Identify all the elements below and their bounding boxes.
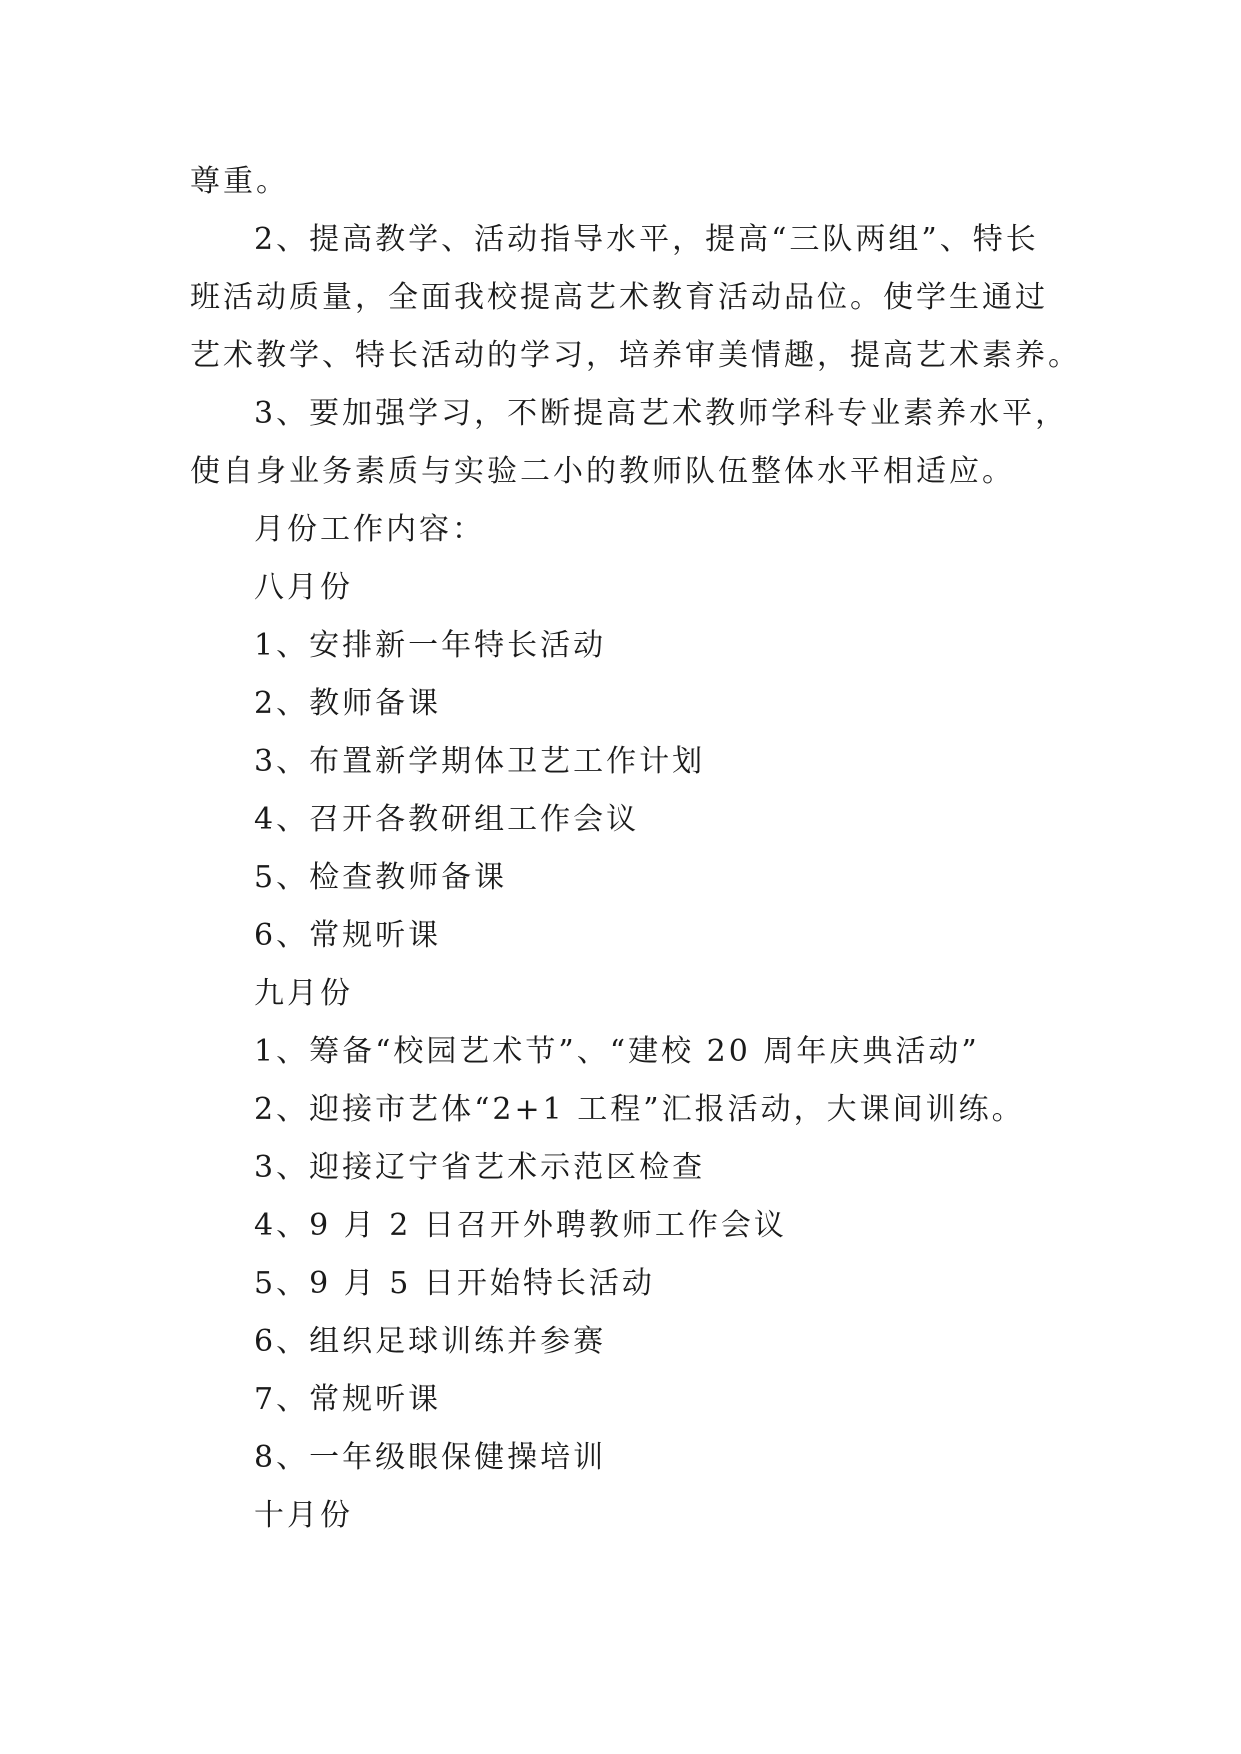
list-item: 3、布置新学期体卫艺工作计划 [254,744,706,779]
month-title-august: 八月份 [254,570,353,605]
list-item: 1、安排新一年特长活动 [254,628,607,663]
paragraph-line: 使自身业务素质与实验二小的教师队伍整体水平相适应。 [190,454,1015,489]
list-item: 3、迎接辽宁省艺术示范区检查 [254,1150,706,1185]
list-item: 6、常规听课 [254,918,442,953]
list-item: 4、召开各教研组工作会议 [254,802,640,837]
list-item: 6、组织足球训练并参赛 [254,1324,607,1359]
october-section [190,1487,1060,1545]
list-item: 5、检查教师备课 [254,860,508,895]
paragraph-line: 班活动质量，全面我校提高艺术教育活动品位。使学生通过 [190,280,1048,315]
month-title-october: 十月份 [254,1498,353,1533]
august-section [190,559,1060,965]
paragraph-2 [190,211,1081,385]
paragraph-1-tail: 尊重。 [190,164,289,199]
list-item: 2、迎接市艺体“2+1 工程”汇报活动，大课间训练。 [254,1092,1025,1127]
paragraph-line: 2、提高教学、活动指导水平，提高“三队两组”、特长 [254,222,1039,257]
list-item: 4、9 月 2 日召开外聘教师工作会议 [254,1208,787,1243]
list-item: 2、教师备课 [254,686,442,721]
september-section [190,965,1060,1487]
paragraph-3 [190,385,1069,501]
paragraph-line: 艺术教学、特长活动的学习，培养审美情趣，提高艺术素养。 [190,338,1081,373]
list-item: 5、9 月 5 日开始特长活动 [254,1266,655,1301]
document-body [190,153,1081,1545]
paragraph-line: 3、要加强学习，不断提高艺术教师学科专业素养水平， [254,396,1069,431]
list-item: 7、常规听课 [254,1382,442,1417]
list-item: 1、筹备“校园艺术节”、“建校 20 周年庆典活动” [254,1034,980,1069]
list-item: 8、一年级眼保健操培训 [254,1440,607,1475]
monthly-heading: 月份工作内容： [254,512,485,547]
month-title-september: 九月份 [254,976,353,1011]
